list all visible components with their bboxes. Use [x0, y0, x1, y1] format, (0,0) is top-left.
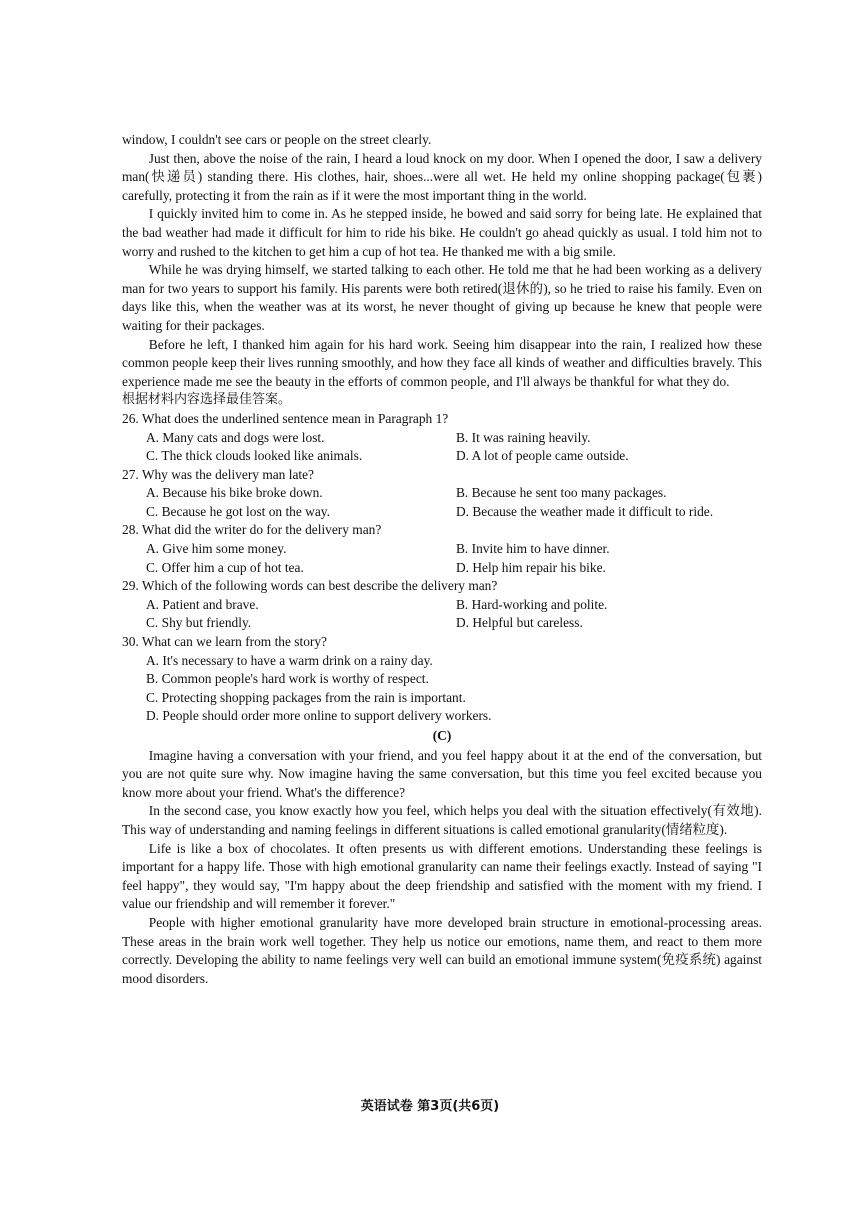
passage-c-paragraph: People with higher emotional granularity have more developed brain structure in emotional-processing areas. These areas in the brain work well together. They help us notice our emotions, name them, and react to them more correctly. Developing the ability to name feelings very well can build an emotional immune system(免疫系统) against mood disorders.: [122, 914, 762, 986]
passage-b-paragraph: While he was drying himself, we started talking to each other. He told me that he had been working as a delivery man for two years to support his family. His parents were both retired(退休的), so he tried to raise his family. Even on days like this, when the weather was at its worst, he never thought of giving up because he knew that people were waiting for their packages.: [122, 262, 762, 333]
option-a: A. Many cats and dogs were lost.: [146, 429, 325, 445]
option-c: C. Offer him a cup of hot tea.: [146, 559, 304, 575]
question-stem: 30. What can we learn from the story?: [122, 634, 327, 650]
passage-c-paragraph: Life is like a box of chocolates. It often presents us with different emotions. Understanding these feelings is important for a happy life. Those with high emotional granularity can name their feelings exactly. Instead of saying "I feel happy", they would say, "I'm happy about the deep friendship and satisfied with the moment with my friend. I value our friendship and will remember it forever.": [122, 840, 762, 912]
question-stem: 27. Why was the delivery man late?: [122, 466, 314, 482]
option-a: A. It's necessary to have a warm drink on a rainy day.: [146, 652, 433, 668]
option-c: C. Protecting shopping packages from the rain is important.: [146, 689, 466, 705]
page-footer: 英语试卷 第3页(共6页): [360, 1099, 500, 1114]
option-list: [122, 540, 762, 577]
passage-b-paragraph: Just then, above the noise of the rain, I heard a loud knock on my door. When I opened the door, I saw a delivery man(快递员) standing there. His clothes, hair, shoes...were all wet. He held my online shopping package(包裹) carefully, protecting it from the rain as if it were the most important thing in the world.: [122, 150, 762, 203]
option-c: C. Shy but friendly.: [146, 615, 252, 631]
option-c: C. The thick clouds looked like animals.: [146, 448, 363, 464]
question-27: [122, 466, 762, 522]
question-29: [122, 577, 762, 633]
page-content: [122, 131, 762, 988]
option-list: [122, 652, 762, 726]
passage-b-paragraph: Before he left, I thanked him again for his hard work. Seeing him disappear into the rain, I realized how these common people keep their lives running smoothly, and how they face all kinds of weather and difficulties bravely. This experience made me see the beauty in the efforts of common people, and I'll always be thankful for what they do.: [122, 336, 762, 389]
question-26: [122, 410, 762, 466]
option-d: D. People should order more online to support delivery workers.: [146, 708, 492, 724]
option-d: D. Help him repair his bike.: [456, 559, 606, 575]
instruction-text: 根据材料内容选择最佳答案。: [122, 392, 292, 408]
option-a: A. Patient and brave.: [146, 596, 259, 612]
option-a: A. Because his bike broke down.: [146, 485, 323, 501]
passage-c-paragraph: Imagine having a conversation with your friend, and you feel happy about it at the end of the conversation, but you are not quite sure why. Now imagine having the same conversation, but this time you feel excited because you know more about your friend. What's the difference?: [122, 747, 762, 800]
option-list: [122, 596, 762, 633]
option-d: D. A lot of people came outside.: [456, 448, 629, 464]
question-stem: 28. What did the writer do for the delivery man?: [122, 522, 382, 538]
question-30: [122, 633, 762, 726]
option-b: B. It was raining heavily.: [456, 429, 591, 445]
option-b: B. Invite him to have dinner.: [456, 541, 610, 557]
option-d: D. Helpful but careless.: [456, 615, 583, 631]
question-stem: 29. Which of the following words can best describe the delivery man?: [122, 578, 498, 594]
option-list: [122, 484, 762, 521]
passage-b-paragraph: I quickly invited him to come in. As he stepped inside, he bowed and said sorry for being late. He explained that the bad weather had made it difficult for him to ride his bike. He couldn't go ahead quickly as usual. I told him not to worry and rushed to the kitchen to get him a cup of hot tea. He thanked me with a big smile.: [122, 206, 762, 259]
option-b: B. Hard-working and polite.: [456, 596, 608, 612]
option-a: A. Give him some money.: [146, 541, 287, 557]
question-28: [122, 521, 762, 577]
option-c: C. Because he got lost on the way.: [146, 503, 330, 519]
question-stem: 26. What does the underlined sentence mean in Paragraph 1?: [122, 410, 449, 426]
option-d: D. Because the weather made it difficult to ride.: [456, 503, 714, 519]
passage-b-paragraph: window, I couldn't see cars or people on the street clearly.: [122, 132, 432, 147]
option-b: B. Because he sent too many packages.: [456, 485, 667, 501]
passage-c-paragraph: In the second case, you know exactly how you feel, which helps you deal with the situation effectively(有效地). This way of understanding and naming feelings in different situations is called emotional granularity(情绪粒度).: [122, 803, 762, 837]
option-b: B. Common people's hard work is worthy of respect.: [146, 671, 429, 687]
section-c-title: (C): [432, 728, 452, 743]
option-list: [122, 429, 762, 466]
